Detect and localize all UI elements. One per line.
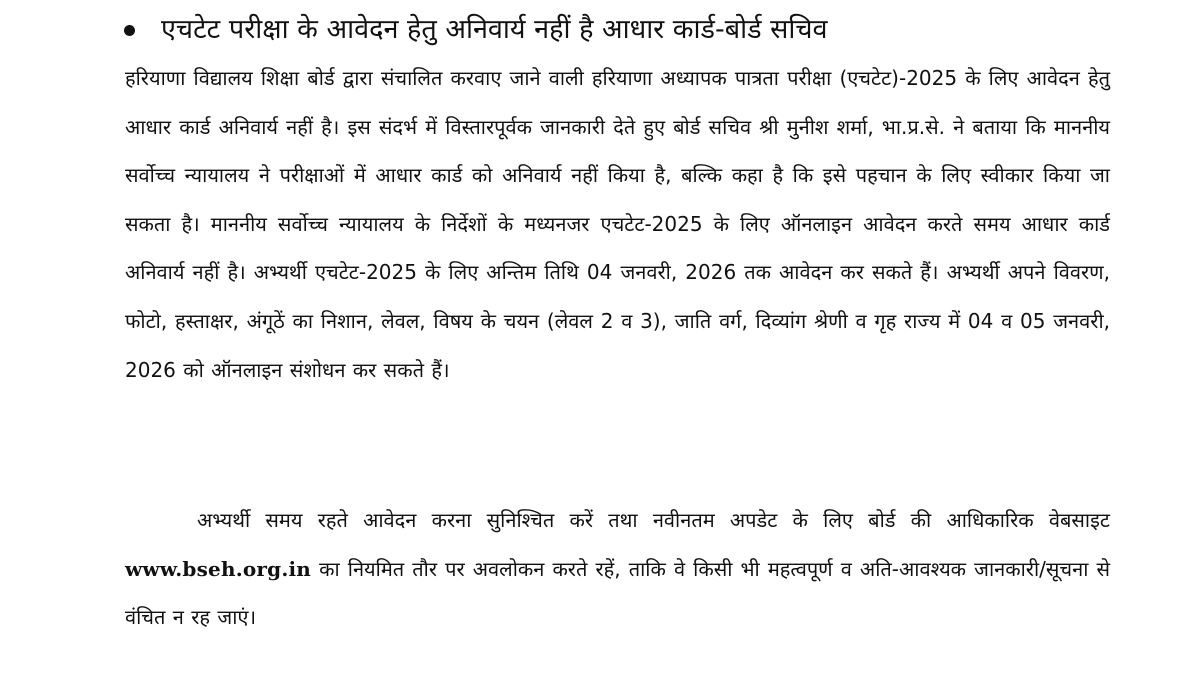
press-release-heading [122, 8, 1122, 52]
bullet-icon [124, 25, 135, 36]
body-paragraph-1: हरियाणा विद्यालय शिक्षा बोर्ड द्वारा संचालित करवाए जाने वाली हरियाणा अध्यापक पात्रता परीक्षा (एचटेट)-2025 के लिए आवेदन हेतु आधार कार्ड अनिवार्य नहीं है। इस संदर्भ में विस्तारपूर्वक जानकारी देते हुए बोर्ड सचिव श्री मुनीश शर्मा, भा.प्र.से. ने बताया कि माननीय सर्वोच्च न्यायालय ने परीक्षाओं में आधार कार्ड को अनिवार्य नहीं किया है, बल्कि कहा है कि इसे पहचान के लिए स्वीकार किया जा सकता है। माननीय सर्वोच्च न्यायालय के निर्देशों के मध्यनजर एचटेट-2025 के लिए ऑनलाइन आवेदन करते समय आधार कार्ड अनिवार्य नहीं है। अभ्यर्थी एचटेट-2025 के लिए अन्तिम तिथि 04 जनवरी, 2026 तक आवेदन कर सकते हैं। अभ्यर्थी अपने विवरण, फोटो, हस्ताक्षर, अंगूठें का निशान, लेवल, विषय के चयन (लेवल 2 व 3), जाति वर्ग, दिव्यांग श्रेणी व गृह राज्य में 04 व 05 जनवरी, 2026 को ऑनलाइन संशोधन कर सकते हैं। [125, 66, 1110, 382]
website-link[interactable]: www.bseh.org.in [125, 556, 312, 581]
paragraph-2-text-before: अभ्यर्थी समय रहते आवेदन करना सुनिश्चित करें तथा नवीनतम अपडेट के लिए बोर्ड की आधिकारिक वेबसाइट [197, 508, 1110, 532]
body-paragraph-2 [125, 496, 1110, 642]
heading-text: एचटेट परीक्षा के आवेदन हेतु अनिवार्य नहीं है आधार कार्ड-बोर्ड सचिव [161, 14, 828, 45]
paragraph-2-text-after: का नियमित तौर पर अवलोकन करते रहें, ताकि वे किसी भी महत्वपूर्ण व अति-आवश्यक जानकारी/सूचना से वंचित न रह जाएं। [125, 556, 1110, 630]
